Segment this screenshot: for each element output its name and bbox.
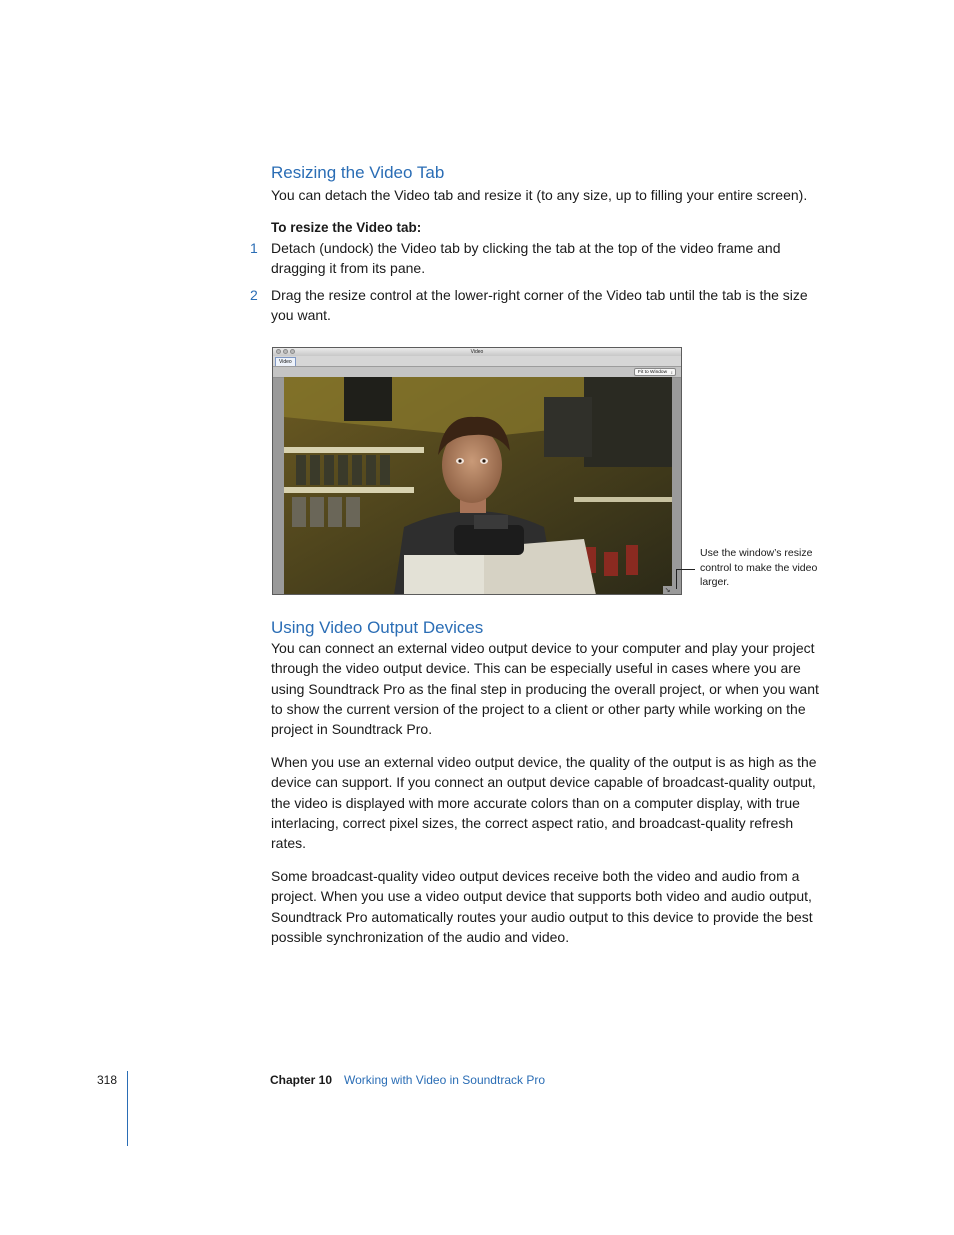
step-2 bbox=[250, 285, 830, 326]
chapter-title-link[interactable]: Working with Video in Soundtrack Pro bbox=[344, 1073, 545, 1087]
section-heading-resizing: Resizing the Video Tab bbox=[271, 163, 445, 182]
step-number: 2 bbox=[250, 287, 258, 303]
window-title: Video bbox=[470, 349, 484, 355]
intro-paragraph: You can detach the Video tab and resize it (to any size, up to filling your entire screen). bbox=[271, 187, 808, 203]
section-heading-output-devices: Using Video Output Devices bbox=[271, 618, 484, 637]
chapter-label: Chapter 10 bbox=[270, 1073, 333, 1087]
body-paragraph: Some broadcast-quality video output devices receive both the video and audio from a project. When you use a video output device that supports both video and audio output, Soundtrack Pro automatically routes your audio output to this device to provide the best possible synchronization of the audio and video. bbox=[271, 868, 813, 945]
page-number: 318 bbox=[97, 1073, 118, 1087]
fit-to-window-popup[interactable] bbox=[634, 368, 676, 376]
popup-arrows-icon: ↕ bbox=[670, 370, 673, 375]
body-paragraph: You can connect an external video output device to your computer and play your project through the video output device. This can be especially useful in cases where you are using Soundtrack Pro as the final step in producing the overall project, or when you want to show the current version of the project to a client or other party while working on the project in Soundtrack Pro. bbox=[271, 640, 819, 738]
figure-callout: Use the window’s resize control to make the video larger. bbox=[700, 547, 818, 589]
fit-popup-value: Fit to Window bbox=[638, 370, 668, 375]
video-frame bbox=[284, 377, 672, 595]
callout-tick bbox=[676, 569, 677, 589]
step-number: 1 bbox=[250, 240, 258, 256]
step-1 bbox=[250, 238, 830, 279]
step-text: Drag the resize control at the lower-right corner of the Video tab until the tab is the size you want. bbox=[271, 287, 808, 324]
tab-video[interactable]: Video bbox=[275, 357, 296, 366]
footer-rule bbox=[127, 1071, 128, 1146]
tab-bar bbox=[273, 356, 681, 367]
body-paragraph: When you use an external video output device, the quality of the output is as high as the device can support. If you connect an output device capable of broadcast-quality output, the video is displayed with more accurate colors than on a computer display, with true interlacing, correct pixel sizes, the correct aspect ratio, and broadcast-quality refresh rates. bbox=[271, 754, 817, 852]
video-still-image bbox=[284, 377, 672, 595]
resize-control[interactable]: ↘ bbox=[664, 587, 671, 594]
callout-line bbox=[676, 569, 695, 570]
step-text: Detach (undock) the Video tab by clicking the tab at the top of the video frame and dragging it from its pane. bbox=[271, 240, 781, 277]
video-window-screenshot bbox=[272, 347, 682, 595]
task-lead: To resize the Video tab: bbox=[271, 220, 422, 235]
